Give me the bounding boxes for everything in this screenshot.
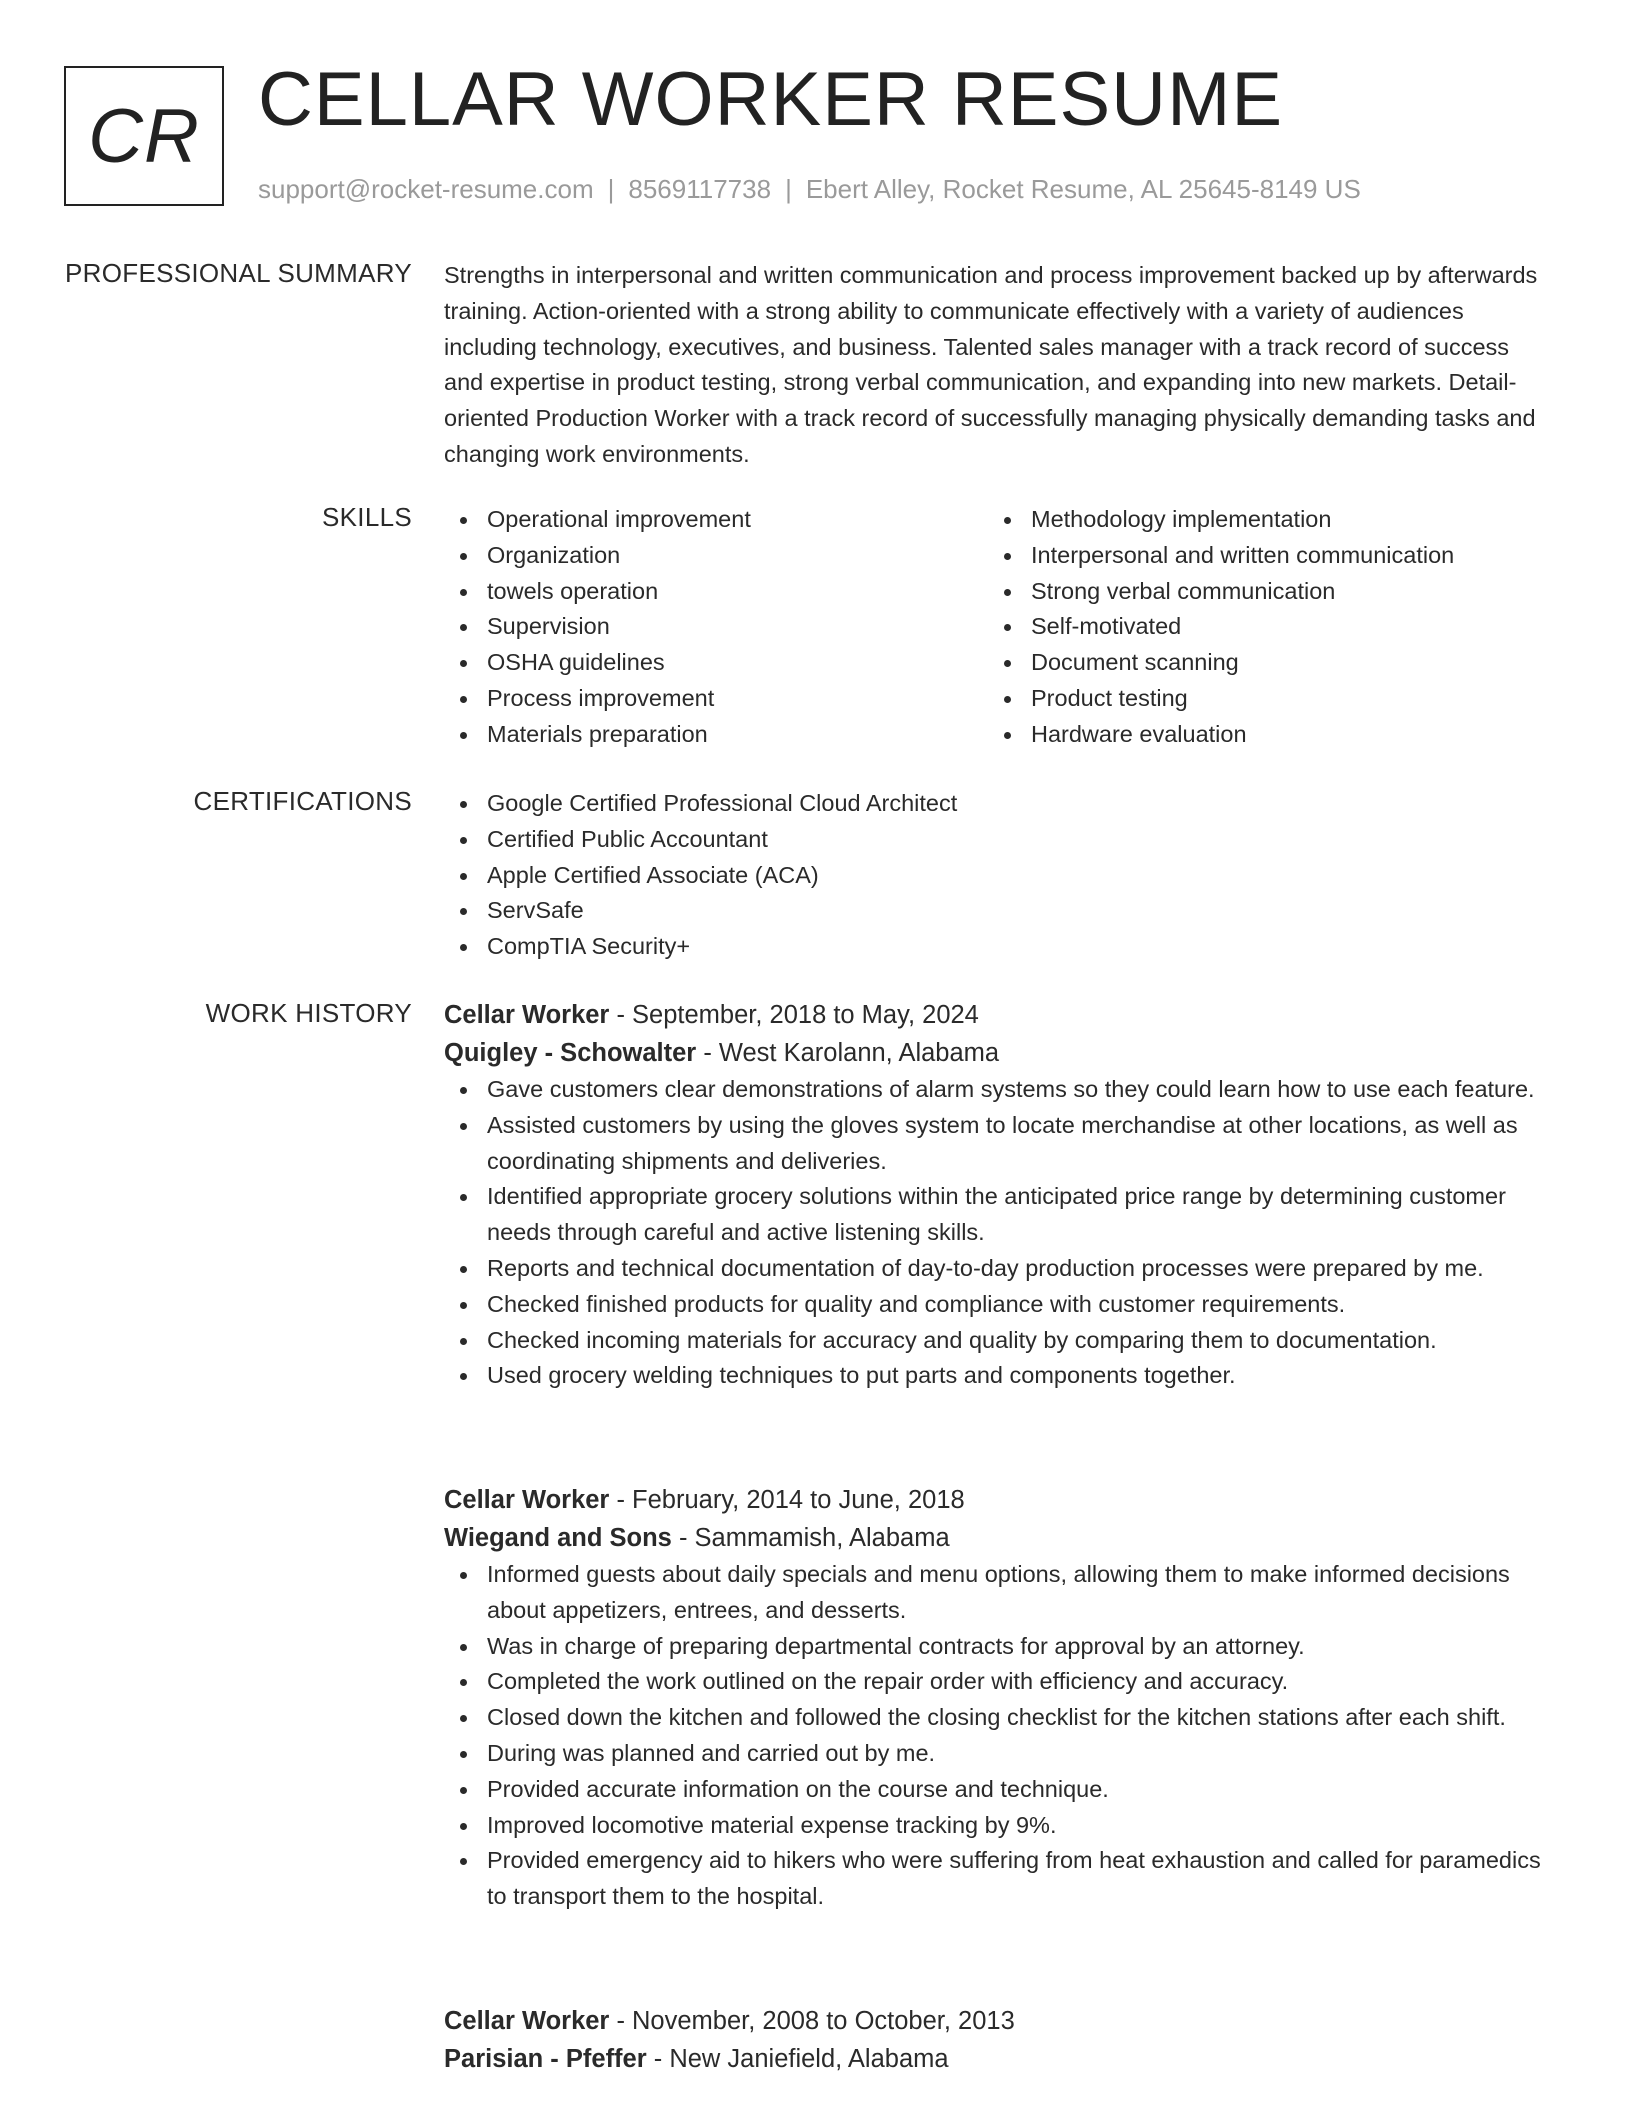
skills-column-left [444,502,984,753]
contact-address: Ebert Alley, Rocket Resume, AL 25645-8149 US [805,174,1361,204]
job-location: - New Janiefield, Alabama [646,2045,949,2073]
skill-item: Self-motivated [988,609,1548,645]
job-duty-item: Closed down the kitchen and followed the closing checklist for the kitchen stations after each shift. [444,1700,1554,1736]
job-company: Quigley - Schowalter [444,1039,697,1067]
job-location: - Sammamish, Alabama [671,1524,950,1552]
skill-item: Process improvement [444,681,984,717]
job-entry [444,2002,1554,2078]
summary-text: Strengths in interpersonal and written communication and process improvement backed up by afterwards training. Action-oriented with a strong ability to communicate effectively with a variety of audiences including technology, executives, and business. Talented sales manager with a track record of success and expertise in product testing, strong verbal communication, and expanding into new markets. Detail-oriented Production Worker with a track record of successfully managing physically demanding tasks and changing work environments. [444,262,1538,467]
certification-item: Apple Certified Associate (ACA) [444,858,1554,894]
certification-item: Certified Public Accountant [444,822,1554,858]
job-title: Cellar Worker [444,2007,610,2035]
job-duties-list [444,1072,1554,1394]
job-duty-item: Improved locomotive material expense tracking by 9%. [444,1808,1554,1844]
certifications-list [444,786,1554,965]
skill-item: towels operation [444,574,984,610]
skill-item: Strong verbal communication [988,574,1548,610]
job-duty-item: Informed guests about daily specials and menu options, allowing them to make informed decisions about appetizers, entrees, and desserts. [444,1557,1554,1629]
skills-list-right [988,502,1548,753]
job-dates: - September, 2018 to May, 2024 [609,1001,979,1029]
work-history-heading: WORK HISTORY [205,998,412,1028]
job-title-line [444,996,1554,1034]
skill-item: OSHA guidelines [444,645,984,681]
resume-title: CELLAR WORKER RESUME [258,57,1284,142]
contact-phone: 8569117738 [628,174,772,204]
skill-item: Materials preparation [444,717,984,753]
job-company: Wiegand and Sons [444,1524,672,1552]
contact-line [258,174,1361,205]
summary-heading: PROFESSIONAL SUMMARY [65,258,412,288]
job-duty-item: Identified appropriate grocery solutions within the anticipated price range by determining customer needs through careful and active listening skills. [444,1179,1554,1251]
job-title: Cellar Worker [444,1001,610,1029]
job-entry [444,996,1554,1394]
job-duties-list [444,1557,1554,1915]
certification-item: CompTIA Security+ [444,929,1554,965]
job-duty-item: During was planned and carried out by me. [444,1736,1554,1772]
certification-item: ServSafe [444,893,1554,929]
job-duty-item: Reports and technical documentation of day-to-day production processes were prepared by me. [444,1251,1554,1287]
job-company: Parisian - Pfeffer [444,2045,647,2073]
certification-item: Google Certified Professional Cloud Architect [444,786,1554,822]
job-duty-item: Completed the work outlined on the repair order with efficiency and accuracy. [444,1664,1554,1700]
skill-item: Methodology implementation [988,502,1548,538]
job-company-line [444,1519,1554,1557]
job-duty-item: Checked incoming materials for accuracy and quality by comparing them to documentation. [444,1323,1554,1359]
job-duty-item: Provided emergency aid to hikers who were suffering from heat exhaustion and called for paramedics to transport them to the hospital. [444,1843,1554,1915]
skills-heading: SKILLS [322,502,412,532]
job-duty-item: Assisted customers by using the gloves system to locate merchandise at other locations, as well as coordinating shipments and deliveries. [444,1108,1554,1180]
job-dates: - November, 2008 to October, 2013 [609,2007,1015,2035]
job-title-line [444,1481,1554,1519]
job-duty-item: Gave customers clear demonstrations of alarm systems so they could learn how to use each feature. [444,1072,1554,1108]
job-title: Cellar Worker [444,1486,610,1514]
job-entry [444,1481,1554,1915]
skill-item: Document scanning [988,645,1548,681]
job-duty-item: Was in charge of preparing departmental contracts for approval by an attorney. [444,1629,1554,1665]
job-duty-item: Checked finished products for quality and compliance with customer requirements. [444,1287,1554,1323]
contact-separator: | [785,174,792,204]
job-duty-item: Used grocery welding techniques to put parts and components together. [444,1358,1554,1394]
skill-item: Hardware evaluation [988,717,1548,753]
job-title-line [444,2002,1554,2040]
job-dates: - February, 2014 to June, 2018 [609,1486,965,1514]
skill-item: Organization [444,538,984,574]
job-company-line [444,2040,1554,2078]
skill-item: Product testing [988,681,1548,717]
job-location: - West Karolann, Alabama [696,1039,1000,1067]
skill-item: Operational improvement [444,502,984,538]
monogram-badge: CR [64,66,224,206]
skill-item: Supervision [444,609,984,645]
contact-separator: | [607,174,615,204]
certifications-heading: CERTIFICATIONS [193,786,412,816]
skills-column-right [988,502,1548,753]
job-duty-item: Provided accurate information on the course and technique. [444,1772,1554,1808]
skill-item: Interpersonal and written communication [988,538,1548,574]
contact-email: support@rocket-resume.com [258,174,594,204]
job-company-line [444,1034,1554,1072]
certifications-block [444,786,1554,965]
skills-list-left [444,502,984,753]
